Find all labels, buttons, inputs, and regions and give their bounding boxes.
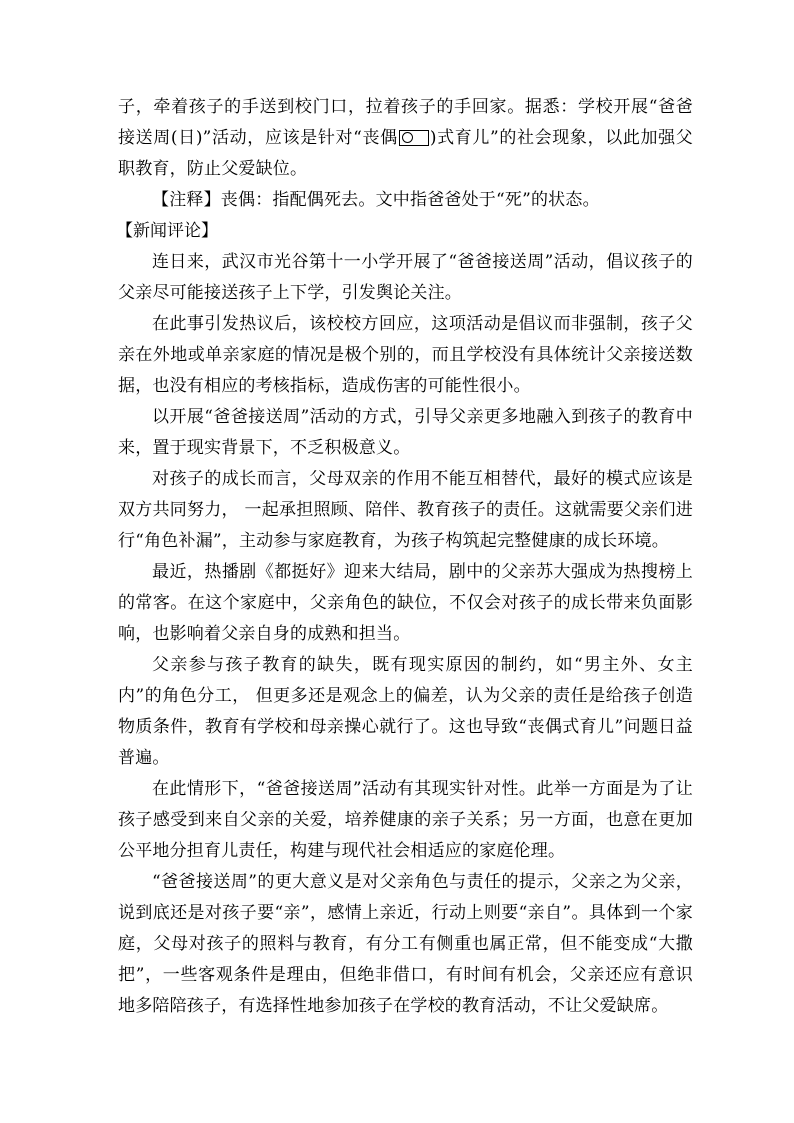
intro-text-before-blank: 子，牵着孩子的手送到校门口，拉着孩子的手回家。据悉：学校开展“爸爸接送周(日)”活动，应该是针对“丧偶: [118, 97, 693, 148]
body-paragraph-4: 对孩子的成长而言，父母双亲的作用不能互相替代，最好的模式应该是双方共同努力， 一起承担照顾、陪伴、教育孩子的责任。这就需要父亲们进行“角色补漏”，主动参与家庭教育，为孩子构筑起完整健康的成长环境。: [118, 469, 693, 551]
section-heading: 【新闻评论】: [116, 221, 218, 241]
body-paragraph-2: 在此事引发热议后，该校校方回应，这项活动是倡议而非强制，孩子父亲在外地或单亲家庭的情况是极个别的，而且学校没有具体统计父亲接送数据，也没有相应的考核指标，造成伤害的可能性很小。: [118, 314, 693, 396]
fill-in-blank-box[interactable]: [399, 130, 429, 146]
body-paragraph-6: 父亲参与孩子教育的缺失，既有现实原因的制约，如“男主外、女主内”的角色分工， 但更多还是观念上的偏差，认为父亲的责任是给孩子创造物质条件，教育有学校和母亲操心就行了。这也导致“丧偶式育儿”问题日益普遍。: [118, 655, 693, 768]
body-paragraph-7: 在此情形下，“爸爸接送周”活动有其现实针对性。此举一方面是为了让孩子感受到来自父亲的关爱，培养健康的亲子关系；另一方面，也意在更加公平地分担育儿责任，构建与现代社会相适应的家庭伦理。: [118, 779, 693, 861]
circle-icon: [402, 132, 413, 143]
intro-paragraph: [118, 92, 693, 185]
annotation-note: 【注释】丧偶：指配偶死去。文中指爸爸处于“死”的状态。: [152, 190, 600, 210]
body-paragraph-8: “爸爸接送周”的更大意义是对父亲角色与责任的提示，父亲之为父亲，说到底还是对孩子要“亲”，感情上亲近，行动上则要“亲自”。具体到一个家庭，父母对孩子的照料与教育，有分工有侧重也属正常，但不能变成“大撒把”，一些客观条件是理由，但绝非借口，有时间有机会，父亲还应有意识地多陪陪孩子，有选择性地参加孩子在学校的教育活动，不让父爱缺席。: [118, 872, 693, 1016]
body-paragraph-3: 以开展“爸爸接送周”活动的方式，引导父亲更多地融入到孩子的教育中来，置于现实背景下，不乏积极意义。: [118, 407, 693, 458]
body-paragraph-5: 最近，热播剧《都挺好》迎来大结局，剧中的父亲苏大强成为热搜榜上的常客。在这个家庭中，父亲角色的缺位，不仅会对孩子的成长带来负面影响，也影响着父亲自身的成熟和担当。: [118, 562, 693, 644]
body-paragraph-1: 连日来，武汉市光谷第十一小学开展了“爸爸接送周”活动，倡议孩子的父亲尽可能接送孩子上下学，引发舆论关注。: [118, 252, 693, 303]
document-body: [118, 92, 693, 1022]
intro-text-after-blank: )式育儿”的社会现象，以此加强父职教育，防止父爱缺位。: [118, 128, 694, 179]
